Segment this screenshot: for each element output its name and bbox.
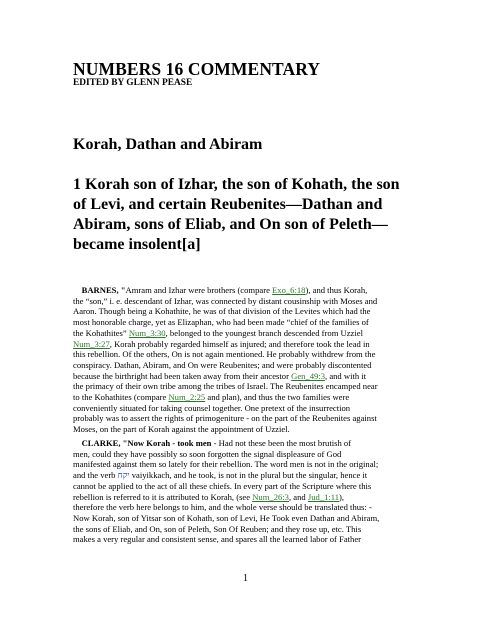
text-line: men, could they have possibly so soon forgotten the signal displeasure of God <box>73 448 342 459</box>
text-line: to the Kohathites (compare Num_2:25 and plan), and thus the two families were <box>73 392 350 403</box>
text-line: conveniently situated for taking counsel together. One pretext of the insurrection <box>73 402 351 413</box>
text-line: the “son,” i. e. descendant of Izhar, was connected by distant cousinship with Moses and <box>73 295 378 306</box>
document-title: NUMBERS 16 COMMENTARY <box>73 59 321 79</box>
section-heading: Korah, Dathan and Abiram <box>73 136 263 153</box>
text-line: the sons of Eliab, and On, son of Peleth, Son Of Reuben; and they rose up, etc. This <box>73 523 362 534</box>
barnes-commentary <box>73 285 433 435</box>
text-line: Now Korah, son of Yitsar son of Kohath, son of Levi, He Took even Dathan and Abiram, <box>73 512 380 523</box>
scripture-link[interactable]: Num_2:25 <box>168 392 206 403</box>
text-line: makes a very regular and consistent sense, and spares all the learned labor of Father <box>73 534 362 545</box>
clarke-label: CLARKE, "Now Korah - took men <box>81 438 212 448</box>
text-line: Moses, on the part of Korah against the appointment of Uzziel. <box>73 424 290 435</box>
text-line: rebellion is referred to it is attributed to Korah, (see Num_26:3, and Jud_1:11), <box>73 491 345 502</box>
verse-heading-line: became insolent[a] <box>73 236 201 253</box>
hebrew-word: יקח <box>117 470 130 481</box>
text-line: and the verb יקח vaiyikkach, and he took, is not in the plural but the singular, hence it <box>73 470 368 481</box>
text-line: BARNES, "Amram and Izhar were brothers (compare Exo_6:18), and thus Korah, <box>81 285 368 295</box>
editor-line: EDITED BY GLENN PEASE <box>73 78 193 88</box>
verse-heading-line: Abiram, sons of Eliab, and On son of Peleth— <box>73 216 388 233</box>
verse-heading-line: 1 Korah son of Izhar, the son of Kohath, the son <box>73 176 400 193</box>
text-line: cannot be applied to the act of all these chiefs. In every part of the Scripture where this <box>73 480 372 491</box>
scripture-link[interactable]: Jud_1:11 <box>307 491 340 502</box>
clarke-commentary <box>73 438 433 545</box>
text-line: most honorable charge, yet as Elizaphan, who had been made “chief of the families of <box>73 317 369 328</box>
text-line: Aaron. Though being a Kohathite, he was of that division of the Levites which had the <box>73 306 371 317</box>
barnes-label: BARNES, " <box>81 285 126 295</box>
text-line: Num_3:27, Korah probably regarded himself as injured; and therefore took the lead in <box>73 338 370 349</box>
text-line: this rebellion. Of the others, On is not again mentioned. He probably withdrew from the <box>73 349 376 360</box>
scripture-link[interactable]: Exo_6:18 <box>272 285 306 295</box>
page-number: 1 <box>243 573 248 584</box>
text-line: because the birthright had been taken away from their ancestor Gen_49:3, and with it <box>73 370 367 381</box>
verse-heading-line: of Levi, and certain Reubenites—Dathan and <box>73 196 383 213</box>
text-line: the primacy of their own tribe among the tribes of Israel. The Reubenites encamped near <box>73 381 378 392</box>
scripture-link[interactable]: Gen_49:3 <box>291 370 326 381</box>
text-line: CLARKE, "Now Korah - took men - Had not these been the most brutish of <box>81 438 352 448</box>
text-line: the Kohathites” Num_3:30, belonged to the youngest branch descended from Uzziel <box>73 327 363 338</box>
text-line: probably was to assert the rights of primogeniture - on the part of the Reubenites against <box>73 413 377 424</box>
text-line: conspiracy. Dathan, Abiram, and On were Reubenites; and were probably discontented <box>73 359 372 370</box>
scripture-link[interactable]: Num_26:3 <box>252 491 289 502</box>
scripture-link[interactable]: Num_3:27 <box>73 338 110 349</box>
text-line: therefore the verb here belongs to him, and the whole verse should be translated thus: - <box>73 502 372 513</box>
text-line: manifested against them so lately for their rebellion. The word men is not in the original; <box>73 459 379 470</box>
scripture-link[interactable]: Num_3:30 <box>128 327 166 338</box>
verse-heading <box>73 175 433 255</box>
